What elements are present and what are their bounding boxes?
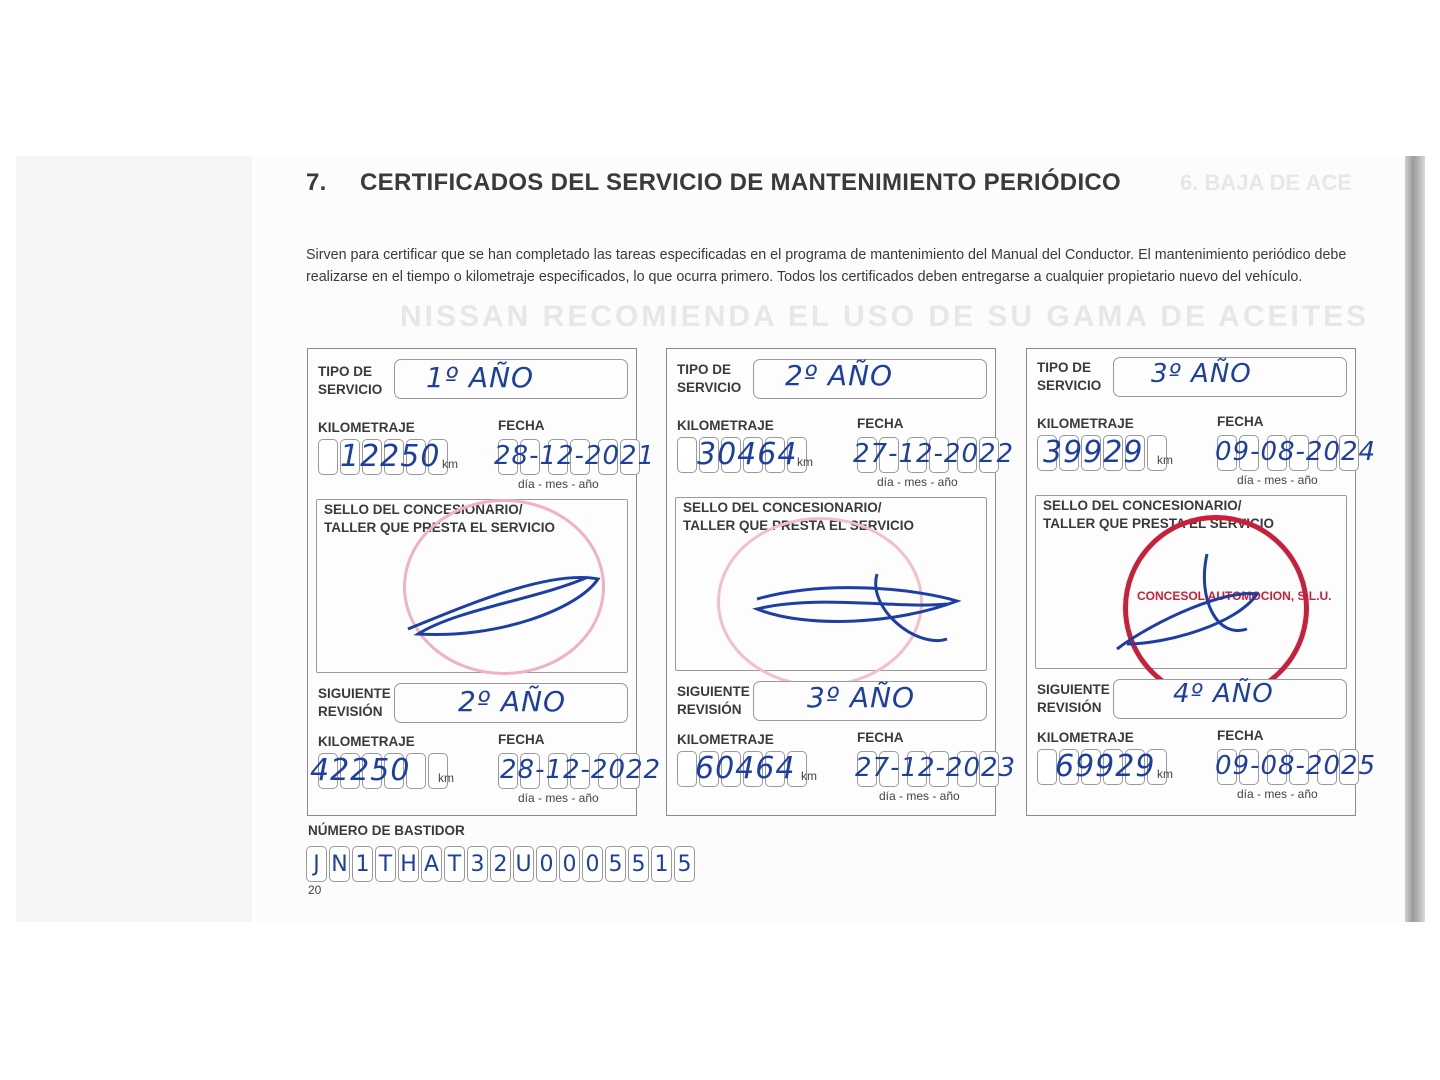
siguiente-revision-label: SIGUIENTE REVISIÓN: [318, 686, 391, 719]
vin-char: 2: [490, 846, 511, 882]
sello-label: SELLO DEL CONCESIONARIO/ TALLER QUE PRESTA EL SERVICIO: [324, 502, 556, 535]
tipo-servicio-label: TIPO DE SERVICIO: [1037, 360, 1102, 393]
next-fecha-label: FECHA: [498, 732, 545, 747]
kilometraje-label: KILOMETRAJE: [677, 418, 774, 433]
vin-char: H: [398, 846, 419, 882]
service-certificate-1: [307, 348, 662, 816]
sello-label: SELLO DEL CONCESIONARIO/ TALLER QUE PRESTA EL SERVICIO: [683, 500, 915, 533]
next-km-unit: km: [801, 769, 817, 783]
km-value: 39929: [1043, 435, 1144, 470]
next-date-format-caption: día - mes - año: [879, 789, 960, 803]
siguiente-revision-value: 3º AÑO: [807, 681, 916, 714]
next-km-value: 42250: [310, 753, 411, 788]
date-format-caption: día - mes - año: [518, 477, 599, 491]
tipo-servicio-value: 1º AÑO: [426, 361, 535, 394]
next-kilometraje-label: KILOMETRAJE: [1037, 730, 1134, 745]
section-title-text: CERTIFICADOS DEL SERVICIO DE MANTENIMIENTO PERIÓDICO: [360, 169, 1122, 196]
siguiente-revision-label: SIGUIENTE REVISIÓN: [677, 684, 750, 717]
signature: [398, 549, 618, 649]
vin-char: U: [513, 846, 534, 882]
vin-char: 0: [536, 846, 557, 882]
siguiente-revision-value: 2º AÑO: [458, 685, 567, 718]
intro-paragraph: Sirven para certificar que se han completado las tareas especificadas en el programa de mantenimiento del Manual del Conductor. El mantenimiento periódico debe realizarse en el tiempo o kilometraje especificados, lo que ocurra primero. Todos los certificados deben entregarse a cualquier propietario nuevo del vehículo.: [306, 247, 1347, 285]
km-unit: km: [442, 457, 458, 471]
fecha-label: FECHA: [498, 418, 545, 433]
vin-char: 1: [651, 846, 672, 882]
vin-char: T: [375, 846, 396, 882]
vin-char: N: [329, 846, 350, 882]
km-value: 30464: [697, 437, 798, 472]
stamp-text: CONCESOL AUTOMOCION, S.L.U.: [1137, 589, 1332, 603]
vin-char: 5: [628, 846, 649, 882]
fecha-label: FECHA: [857, 416, 904, 431]
section-title: [306, 169, 1121, 197]
next-fecha-label: FECHA: [1217, 728, 1264, 743]
service-certificate-2: [666, 348, 1017, 816]
date-format-caption: día - mes - año: [877, 475, 958, 489]
page-edge: [1405, 156, 1425, 922]
tipo-servicio-value: 2º AÑO: [785, 359, 894, 392]
tipo-servicio-label: TIPO DE SERVICIO: [318, 364, 383, 397]
vin-char: 5: [674, 846, 695, 882]
next-km-value: 69929: [1055, 749, 1156, 784]
tipo-servicio-label: TIPO DE SERVICIO: [677, 362, 742, 395]
next-km-unit: km: [1157, 767, 1173, 781]
next-km-unit: km: [438, 771, 454, 785]
service-certificate-3: [1026, 348, 1377, 816]
next-kilometraje-label: KILOMETRAJE: [677, 732, 774, 747]
kilometraje-label: KILOMETRAJE: [318, 420, 415, 435]
kilometraje-label: KILOMETRAJE: [1037, 416, 1134, 431]
vin-char: 0: [559, 846, 580, 882]
next-date-format-caption: día - mes - año: [1237, 787, 1318, 801]
next-date-format-caption: día - mes - año: [518, 791, 599, 805]
km-unit: km: [1157, 453, 1173, 467]
vin-char: J: [306, 846, 327, 882]
next-fecha-value: 27-12-2023: [855, 753, 1017, 783]
tipo-servicio-value: 3º AÑO: [1151, 359, 1252, 389]
siguiente-revision-label: SIGUIENTE REVISIÓN: [1037, 682, 1110, 715]
next-fecha-value: 09-08-2025: [1215, 751, 1377, 781]
bleed-through-banner: NISSAN RECOMIENDA EL USO DE SU GAMA DE ACEITES: [400, 300, 1370, 333]
km-unit: km: [797, 455, 813, 469]
vin-cells: [306, 846, 697, 882]
vin-char: 1: [352, 846, 373, 882]
next-kilometraje-label: KILOMETRAJE: [318, 734, 415, 749]
next-fecha-value: 28-12-2022: [500, 755, 662, 785]
sello-label: SELLO DEL CONCESIONARIO/ TALLER QUE PRESTA EL SERVICIO: [1043, 498, 1275, 531]
bastidor-label: NÚMERO DE BASTIDOR: [308, 823, 465, 838]
vin-char: A: [421, 846, 442, 882]
bleed-through-text: 6. BAJA DE ACE: [1180, 170, 1352, 195]
signature: [747, 569, 977, 659]
next-km-value: 60464: [695, 751, 796, 786]
fecha-value: 09-08-2024: [1215, 437, 1377, 467]
fecha-label: FECHA: [1217, 414, 1264, 429]
fecha-value: 28-12-2021: [494, 441, 656, 471]
vin-char: T: [444, 846, 465, 882]
vin-char: 3: [467, 846, 488, 882]
left-page: [16, 156, 252, 922]
siguiente-revision-value: 4º AÑO: [1173, 679, 1274, 709]
date-format-caption: día - mes - año: [1237, 473, 1318, 487]
vin-char: 0: [582, 846, 603, 882]
section-number: 7.: [306, 169, 327, 196]
next-fecha-label: FECHA: [857, 730, 904, 745]
fecha-value: 27-12-2022: [853, 439, 1015, 469]
vin-char: 5: [605, 846, 626, 882]
km-value: 12250: [340, 439, 441, 474]
signature: [1107, 549, 1287, 659]
page-number: 20: [308, 883, 322, 897]
